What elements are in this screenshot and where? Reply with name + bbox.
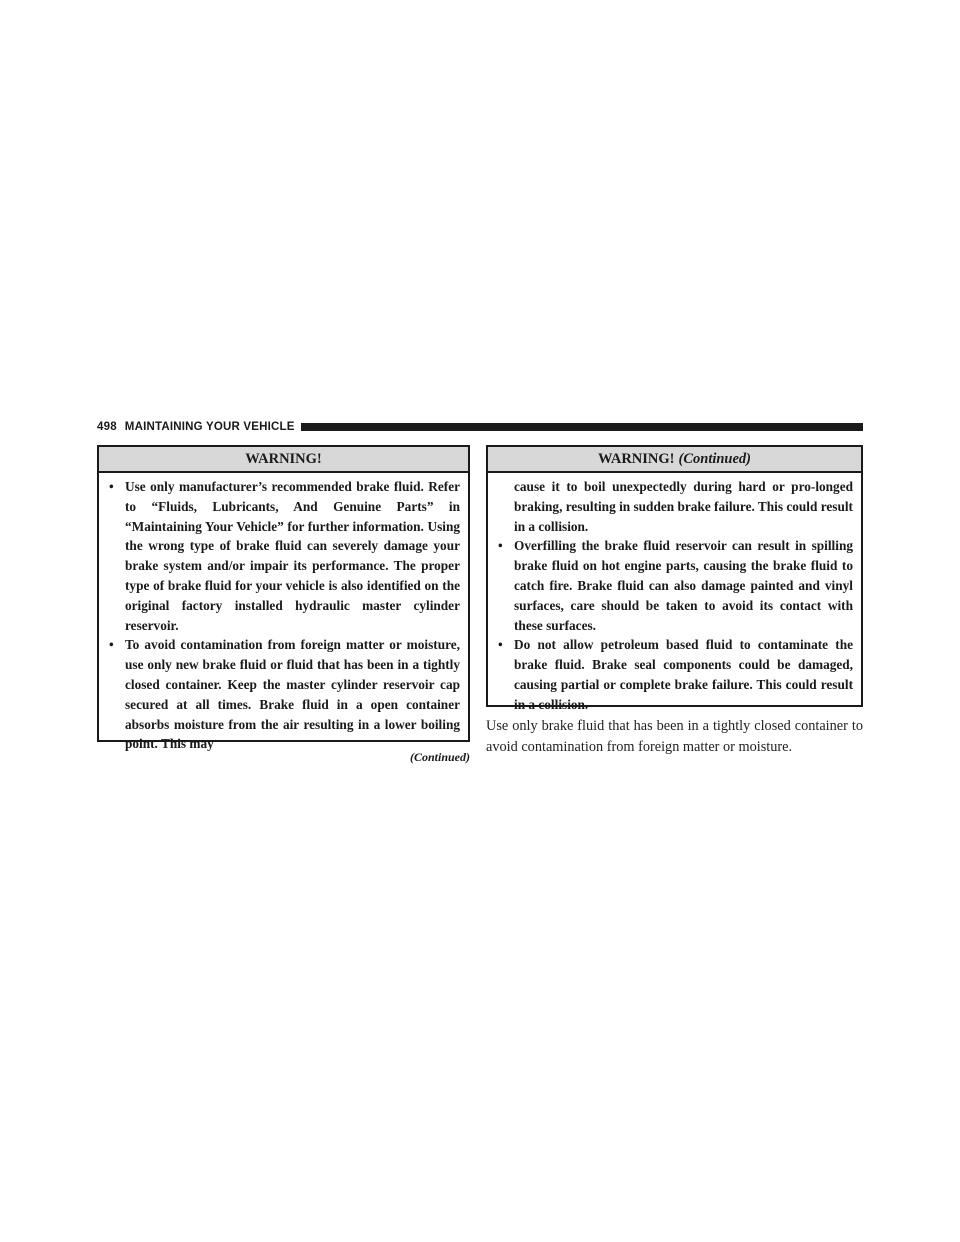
- warning-item: [107, 635, 460, 754]
- continued-label: (Continued): [409, 750, 470, 764]
- warning-item-text: Use only manufacturer’s recommended brake fluid. Refer to “Fluids, Lubricants, And Genuine Parts” in “Maintaining Your Vehicle” for further information. Using the wrong type of brake fluid can severely damage your brake system and/or impair its performance. The proper type of brake fluid for your vehicle is also identified on the original factory installed hydraulic master cylinder reservoir.: [125, 479, 460, 633]
- body-paragraph: Use only brake fluid that has been in a tightly closed container to avoid contamination from foreign matter or moisture.: [486, 718, 863, 755]
- warning-item-text: Do not allow petroleum based fluid to contaminate the brake fluid. Brake seal components could be damaged, causing partial or complete brake failure. This could result in a collision.: [514, 637, 853, 712]
- bullet-icon: •: [109, 637, 114, 653]
- warning-title-continued: [488, 447, 861, 473]
- warning-box-right: [486, 445, 863, 712]
- bullet-icon: •: [498, 637, 503, 653]
- warning-title-text: WARNING!: [597, 451, 675, 467]
- warning-title: [99, 447, 468, 473]
- section-title: MAINTAINING YOUR VEHICLE: [124, 421, 295, 433]
- page-header: [97, 418, 863, 436]
- warning-title-suffix: (Continued): [678, 451, 752, 467]
- bullet-icon: •: [498, 538, 503, 554]
- warning-body: [99, 473, 468, 754]
- warning-item-text: Overfilling the brake fluid reservoir can result in spilling brake fluid on hot engine parts, causing the brake fluid to catch fire. Brake fluid can also damage painted and vinyl surfaces, care should be taken to avoid its contact with these surfaces.: [514, 538, 853, 633]
- warning-item: [496, 536, 853, 635]
- bullet-icon: •: [109, 479, 114, 494]
- warning-title-text: WARNING!: [245, 451, 322, 467]
- header-rule: [301, 423, 863, 431]
- warning-item: [107, 477, 460, 635]
- warning-box-left: [97, 445, 470, 752]
- page-number: 498: [97, 421, 117, 433]
- warning-item: [496, 635, 853, 714]
- warning-body: [488, 473, 861, 715]
- warning-continuation-text: cause it to boil unexpectedly during hard or pro-longed braking, resulting in sudden brake failure. This could result in a collision.: [514, 479, 853, 534]
- warning-item-text: To avoid contamination from foreign matter or moisture, use only new brake fluid or fluid that has been in a tightly closed container. Keep the master cylinder reservoir cap secured at all times. Brake fluid in a open container absorbs moisture from the air resulting in a lower boiling point. This may: [125, 637, 460, 752]
